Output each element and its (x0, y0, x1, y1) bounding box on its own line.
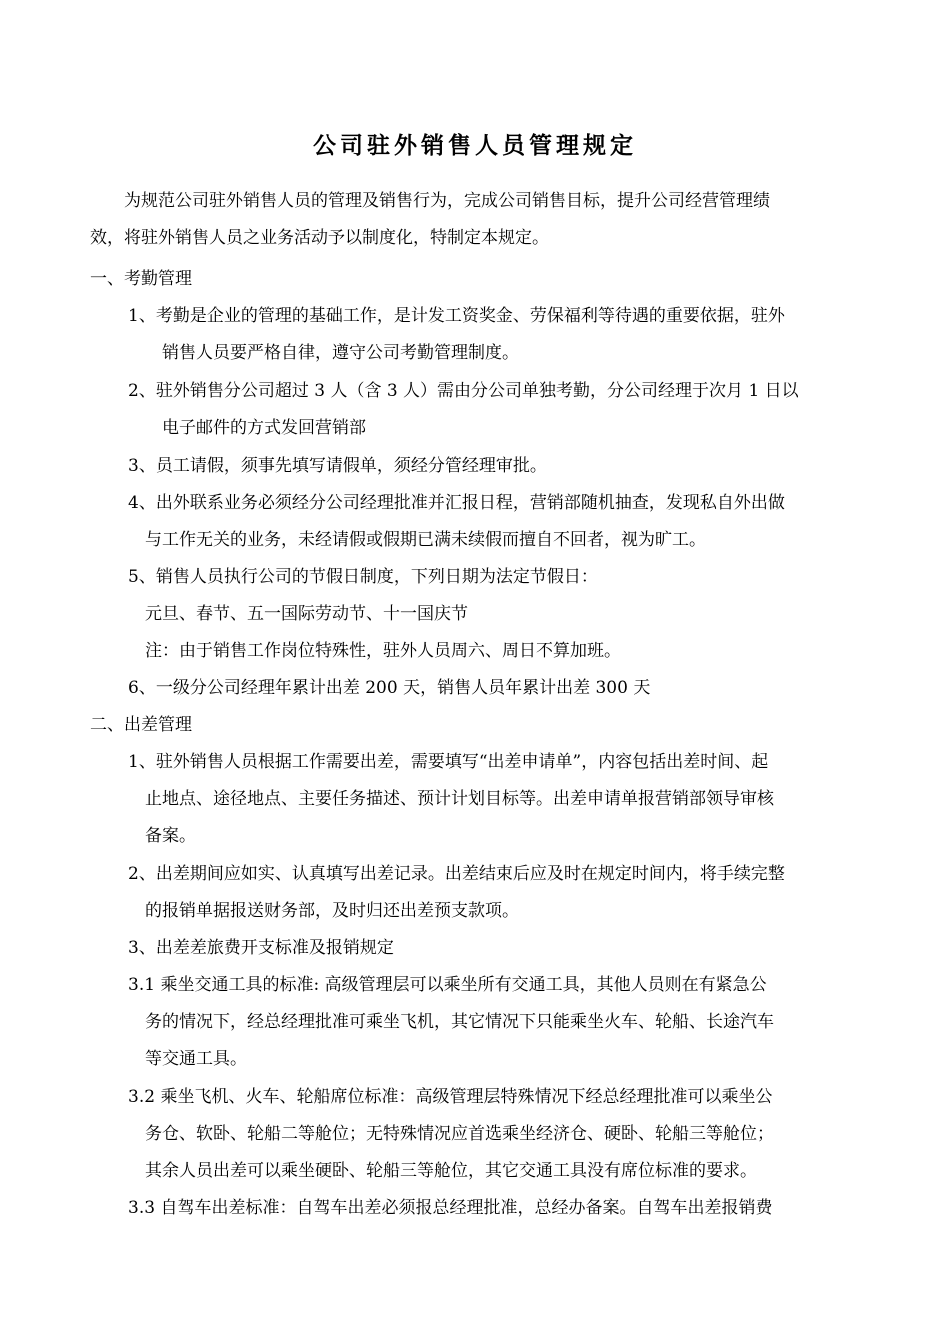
item-line: 销售人员要严格自律，遵守公司考勤管理制度。 (128, 343, 519, 363)
item-line: 的报销单据报送财务部，及时归还出差预支款项。 (128, 901, 519, 921)
item-line: 5、销售人员执行公司的节假日制度，下列日期为法定节假日： (128, 567, 598, 587)
section2-item-3-3 (128, 1190, 860, 1227)
section1-item-5 (128, 559, 860, 670)
section2-item-3 (128, 930, 860, 967)
intro-line: 效，将驻外销售人员之业务活动予以制度化，特制定本规定。 (90, 228, 549, 248)
intro-line: 为规范公司驻外销售人员的管理及销售行为，完成公司销售目标，提升公司经营管理绩 (90, 191, 770, 211)
section2-item-2 (128, 856, 860, 930)
item-line: 止地点、途径地点、主要任务描述、预计计划目标等。出差申请单报营销部领导审核 (128, 789, 774, 809)
item-line: 注：由于销售工作岗位特殊性，驻外人员周六、周日不算加班。 (128, 641, 621, 661)
item-line: 电子邮件的方式发回营销部 (128, 418, 366, 438)
item-line: 备案。 (128, 826, 196, 846)
document-title: 公司驻外销售人员管理规定 (313, 132, 637, 159)
section2-heading (90, 707, 192, 744)
section1-item-4 (128, 485, 860, 559)
item-line: 6、一级分公司经理年累计出差 200 天，销售人员年累计出差 300 天 (128, 678, 651, 698)
item-line: 4、出外联系业务必须经分公司经理批准并汇报日程，营销部随机抽查，发现私自外出做 (128, 493, 785, 513)
item-line: 2、驻外销售分公司超过 3 人（含 3 人）需由分公司单独考勤，分公司经理于次月 1 日以 (128, 381, 799, 401)
item-line: 2、出差期间应如实、认真填写出差记录。出差结束后应及时在规定时间内，将手续完整 (128, 864, 785, 884)
item-line: 3.2 乘坐飞机、火车、轮船席位标准：高级管理层特殊情况下经总经理批准可以乘坐公 (128, 1087, 773, 1107)
item-line: 1、考勤是企业的管理的基础工作，是计发工资奖金、劳保福利等待遇的重要依据，驻外 (128, 306, 785, 326)
item-line: 务的情况下，经总经理批准可乘坐飞机，其它情况下只能乘坐火车、轮船、长途汽车 (128, 1012, 774, 1032)
section2-item-1 (128, 744, 860, 855)
item-line: 3.3 自驾车出差标准：自驾车出差必须报总经理批准，总经办备案。自驾车出差报销费 (128, 1198, 773, 1218)
section2-item-3-2 (128, 1079, 860, 1190)
section-heading-text: 一、考勤管理 (90, 269, 192, 289)
section1-item-3 (128, 448, 860, 485)
section1-item-6 (128, 670, 860, 707)
item-line: 3.1 乘坐交通工具的标准: 高级管理层可以乘坐所有交通工具，其他人员则在有紧急公 (128, 975, 767, 995)
section1-item-2 (128, 373, 860, 447)
section1-item-1 (128, 298, 860, 372)
section-heading-text: 二、出差管理 (90, 715, 192, 735)
item-line: 1、驻外销售人员根据工作需要出差，需要填写“出差申请单”，内容包括出差时间、起 (128, 752, 769, 772)
item-line: 其余人员出差可以乘坐硬卧、轮船三等舱位，其它交通工具没有席位标准的要求。 (128, 1161, 757, 1181)
item-line: 3、出差差旅费开支标准及报销规定 (128, 938, 394, 958)
item-line: 等交通工具。 (128, 1049, 247, 1069)
item-line: 3、员工请假，须事先填写请假单，须经分管经理审批。 (128, 456, 547, 476)
section2-item-3-1 (128, 967, 860, 1078)
item-line: 务仓、软卧、轮船二等舱位；无特殊情况应首选乘坐经济仓、硬卧、轮船三等舱位； (128, 1124, 774, 1144)
item-line: 元旦、春节、五一国际劳动节、十一国庆节 (128, 604, 468, 624)
section1-heading (90, 261, 192, 298)
item-line: 与工作无关的业务，未经请假或假期已满未续假而擅自不回者，视为旷工。 (128, 530, 706, 550)
intro-paragraph (90, 183, 860, 257)
